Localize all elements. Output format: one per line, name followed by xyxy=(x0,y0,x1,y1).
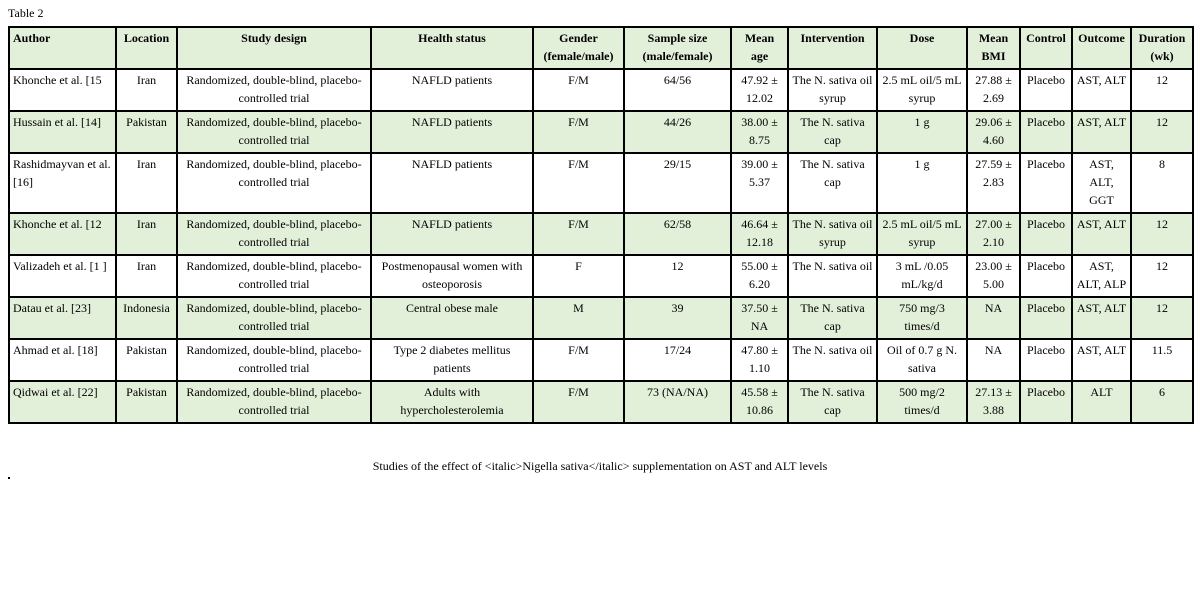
cell-dose: 500 mg/2 times/d xyxy=(877,381,967,423)
cell-age: 37.50 ± NA xyxy=(731,297,788,339)
cell-sample: 29/15 xyxy=(624,153,731,213)
cell-duration: 12 xyxy=(1131,297,1193,339)
cell-outcome: AST, ALT, GGT xyxy=(1072,153,1131,213)
cell-outcome: AST, ALT xyxy=(1072,69,1131,111)
cell-author: Ahmad et al. [18] xyxy=(9,339,116,381)
header-duration: Duration (wk) xyxy=(1131,27,1193,69)
cell-design: Randomized, double-blind, placebo-controlled trial xyxy=(177,255,371,297)
cell-intervention: The N. sativa oil xyxy=(788,255,877,297)
table-row xyxy=(9,213,1193,255)
cell-author: Hussain et al. [14] xyxy=(9,111,116,153)
table-label: Table 2 xyxy=(8,6,44,20)
cell-location: Pakistan xyxy=(116,339,177,381)
cell-dose: 750 mg/3 times/d xyxy=(877,297,967,339)
cell-control: Placebo xyxy=(1020,255,1072,297)
cell-duration: 12 xyxy=(1131,111,1193,153)
cell-bmi: 27.88 ± 2.69 xyxy=(967,69,1020,111)
cell-age: 45.58 ± 10.86 xyxy=(731,381,788,423)
cell-bmi: 27.00 ± 2.10 xyxy=(967,213,1020,255)
cell-outcome: AST, ALT xyxy=(1072,339,1131,381)
cell-design: Randomized, double-blind, placebo-controlled trial xyxy=(177,153,371,213)
cell-design: Randomized, double-blind, placebo-controlled trial xyxy=(177,213,371,255)
cell-author: Khonche et al. [15 xyxy=(9,69,116,111)
table-body xyxy=(9,69,1193,423)
cell-gender: F/M xyxy=(533,339,624,381)
cell-age: 39.00 ± 5.37 xyxy=(731,153,788,213)
cell-control: Placebo xyxy=(1020,153,1072,213)
cell-health: NAFLD patients xyxy=(371,153,533,213)
cell-sample: 73 (NA/NA) xyxy=(624,381,731,423)
cell-dose: 1 g xyxy=(877,153,967,213)
cell-age: 38.00 ± 8.75 xyxy=(731,111,788,153)
cell-location: Pakistan xyxy=(116,111,177,153)
cell-outcome: AST, ALT xyxy=(1072,111,1131,153)
cell-intervention: The N. sativa cap xyxy=(788,111,877,153)
cell-bmi: 27.13 ± 3.88 xyxy=(967,381,1020,423)
table-row xyxy=(9,255,1193,297)
cell-location: Indonesia xyxy=(116,297,177,339)
header-study-design: Study design xyxy=(177,27,371,69)
cell-intervention: The N. sativa oil xyxy=(788,339,877,381)
cell-gender: M xyxy=(533,297,624,339)
cell-health: NAFLD patients xyxy=(371,69,533,111)
header-author: Author xyxy=(9,27,116,69)
cell-age: 47.92 ± 12.02 xyxy=(731,69,788,111)
cell-control: Placebo xyxy=(1020,111,1072,153)
cell-health: Postmenopausal women with osteoporosis xyxy=(371,255,533,297)
cell-duration: 6 xyxy=(1131,381,1193,423)
cell-bmi: 29.06 ± 4.60 xyxy=(967,111,1020,153)
cell-location: Pakistan xyxy=(116,381,177,423)
cell-dose: 1 g xyxy=(877,111,967,153)
cell-author: Rashidmayvan et al. [16] xyxy=(9,153,116,213)
cell-dose: 3 mL /0.05 mL/kg/d xyxy=(877,255,967,297)
header-mean-bmi: Mean BMI xyxy=(967,27,1020,69)
cell-gender: F/M xyxy=(533,69,624,111)
cell-health: Adults with hypercholesterolemia xyxy=(371,381,533,423)
cell-design: Randomized, double-blind, placebo-controlled trial xyxy=(177,69,371,111)
header-sample-size: Sample size (male/female) xyxy=(624,27,731,69)
header-location: Location xyxy=(116,27,177,69)
table-row xyxy=(9,111,1193,153)
cell-location: Iran xyxy=(116,69,177,111)
cell-control: Placebo xyxy=(1020,381,1072,423)
table-row xyxy=(9,381,1193,423)
cell-control: Placebo xyxy=(1020,339,1072,381)
header-gender: Gender (female/male) xyxy=(533,27,624,69)
cell-sample: 17/24 xyxy=(624,339,731,381)
cell-age: 55.00 ± 6.20 xyxy=(731,255,788,297)
header-intervention: Intervention xyxy=(788,27,877,69)
table-row xyxy=(9,153,1193,213)
cell-age: 47.80 ± 1.10 xyxy=(731,339,788,381)
cell-location: Iran xyxy=(116,255,177,297)
studies-table xyxy=(8,26,1194,424)
cell-author: Datau et al. [23] xyxy=(9,297,116,339)
cell-health: NAFLD patients xyxy=(371,213,533,255)
cell-control: Placebo xyxy=(1020,297,1072,339)
cell-design: Randomized, double-blind, placebo-controlled trial xyxy=(177,111,371,153)
cell-gender: F/M xyxy=(533,111,624,153)
cell-age: 46.64 ± 12.18 xyxy=(731,213,788,255)
cell-duration: 12 xyxy=(1131,69,1193,111)
stray-dot xyxy=(8,477,10,479)
cell-intervention: The N. sativa oil syrup xyxy=(788,69,877,111)
cell-gender: F/M xyxy=(533,213,624,255)
header-outcome: Outcome xyxy=(1072,27,1131,69)
cell-health: Type 2 diabetes mellitus patients xyxy=(371,339,533,381)
table-row xyxy=(9,339,1193,381)
cell-intervention: The N. sativa cap xyxy=(788,297,877,339)
cell-design: Randomized, double-blind, placebo-controlled trial xyxy=(177,297,371,339)
cell-sample: 64/56 xyxy=(624,69,731,111)
cell-gender: F/M xyxy=(533,381,624,423)
cell-duration: 12 xyxy=(1131,255,1193,297)
cell-dose: 2.5 mL oil/5 mL syrup xyxy=(877,69,967,111)
cell-location: Iran xyxy=(116,213,177,255)
cell-bmi: NA xyxy=(967,297,1020,339)
cell-intervention: The N. sativa cap xyxy=(788,153,877,213)
cell-duration: 8 xyxy=(1131,153,1193,213)
cell-gender: F/M xyxy=(533,153,624,213)
header-mean-age: Mean age xyxy=(731,27,788,69)
cell-sample: 12 xyxy=(624,255,731,297)
cell-dose: Oil of 0.7 g N. sativa xyxy=(877,339,967,381)
cell-outcome: AST, ALT xyxy=(1072,213,1131,255)
cell-author: Qidwai et al. [22] xyxy=(9,381,116,423)
cell-intervention: The N. sativa cap xyxy=(788,381,877,423)
cell-bmi: 23.00 ± 5.00 xyxy=(967,255,1020,297)
cell-outcome: AST, ALT, ALP xyxy=(1072,255,1131,297)
cell-control: Placebo xyxy=(1020,69,1072,111)
cell-location: Iran xyxy=(116,153,177,213)
cell-gender: F xyxy=(533,255,624,297)
cell-bmi: 27.59 ± 2.83 xyxy=(967,153,1020,213)
header-health-status: Health status xyxy=(371,27,533,69)
cell-outcome: AST, ALT xyxy=(1072,297,1131,339)
header-control: Control xyxy=(1020,27,1072,69)
cell-dose: 2.5 mL oil/5 mL syrup xyxy=(877,213,967,255)
cell-duration: 11.5 xyxy=(1131,339,1193,381)
cell-design: Randomized, double-blind, placebo-controlled trial xyxy=(177,381,371,423)
cell-control: Placebo xyxy=(1020,213,1072,255)
cell-author: Valizadeh et al. [1 ] xyxy=(9,255,116,297)
cell-author: Khonche et al. [12 xyxy=(9,213,116,255)
cell-bmi: NA xyxy=(967,339,1020,381)
cell-design: Randomized, double-blind, placebo-controlled trial xyxy=(177,339,371,381)
header-row xyxy=(9,27,1193,69)
table-caption: Studies of the effect of <italic>Nigella sativa</italic> supplementation on AST and ALT levels xyxy=(372,459,828,473)
cell-health: NAFLD patients xyxy=(371,111,533,153)
cell-sample: 62/58 xyxy=(624,213,731,255)
cell-sample: 39 xyxy=(624,297,731,339)
cell-outcome: ALT xyxy=(1072,381,1131,423)
cell-intervention: The N. sativa oil syrup xyxy=(788,213,877,255)
cell-sample: 44/26 xyxy=(624,111,731,153)
cell-duration: 12 xyxy=(1131,213,1193,255)
table-row xyxy=(9,297,1193,339)
cell-health: Central obese male xyxy=(371,297,533,339)
table-row xyxy=(9,69,1193,111)
header-dose: Dose xyxy=(877,27,967,69)
